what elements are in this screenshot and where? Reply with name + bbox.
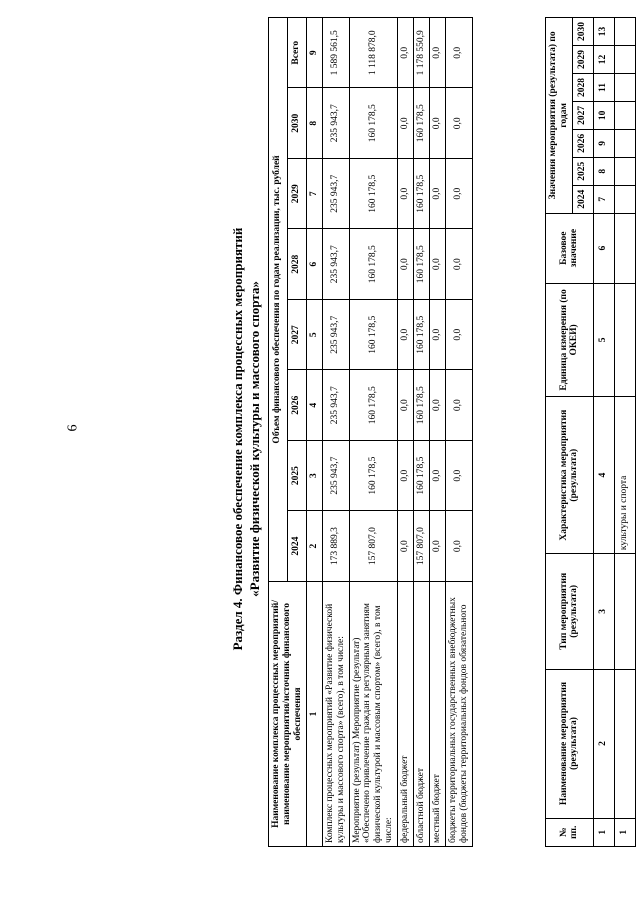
row-value: 235 943,7 xyxy=(322,229,349,299)
row-name: бюджеты территориальных государственных внебюджетных фондов (бюджеты территориальных фондов обязательного xyxy=(445,581,472,846)
idx-cell: 10 xyxy=(593,101,614,129)
row-cell xyxy=(614,157,635,185)
th-finance-year: 2025 xyxy=(287,440,306,510)
th-finance-name: Наименование комплекса процессных мероприятий/наименование мероприятия/источник финансового обеспечения xyxy=(269,581,307,846)
row-value: 0,0 xyxy=(398,229,414,299)
row-value: 0,0 xyxy=(398,88,414,158)
row-value: 160 178,5 xyxy=(414,158,430,228)
th-name: Наименование мероприятия (результата) xyxy=(546,669,594,818)
row-name: областной бюджет xyxy=(414,581,430,846)
th-finance-year: 2026 xyxy=(287,370,306,440)
row-value: 160 178,5 xyxy=(349,299,398,369)
th-year: 2030 xyxy=(572,18,593,46)
row-char: культуры и спорта xyxy=(614,397,635,554)
row-value: 157 807,0 xyxy=(349,511,398,581)
idx-cell: 12 xyxy=(593,46,614,74)
row-cell xyxy=(614,18,635,46)
th-year: 2026 xyxy=(572,129,593,157)
idx-cell: 11 xyxy=(593,74,614,102)
idx-cell: 8 xyxy=(306,88,322,158)
th-finance-year: 2028 xyxy=(287,229,306,299)
row-value: 0,0 xyxy=(430,229,446,299)
row-value: 0,0 xyxy=(398,370,414,440)
row-cell xyxy=(614,185,635,213)
row-value: 157 807,0 xyxy=(414,511,430,581)
row-value: 160 178,5 xyxy=(414,440,430,510)
idx-cell: 3 xyxy=(593,554,614,669)
row-cell xyxy=(614,129,635,157)
idx-cell: 7 xyxy=(593,185,614,213)
th-finance-year: 2024 xyxy=(287,511,306,581)
row-cell xyxy=(614,554,635,669)
idx-cell: 7 xyxy=(306,158,322,228)
th-year: 2027 xyxy=(572,101,593,129)
row-value: 1 178 550,9 xyxy=(414,18,430,89)
row-value: 160 178,5 xyxy=(349,370,398,440)
row-value: 160 178,5 xyxy=(349,229,398,299)
th-num: № пп. xyxy=(546,818,594,846)
idx-cell: 9 xyxy=(593,129,614,157)
row-value: 0,0 xyxy=(430,370,446,440)
idx-cell: 3 xyxy=(306,440,322,510)
page-number: 6 xyxy=(65,424,81,432)
th-year: 2028 xyxy=(572,74,593,102)
row-value: 0,0 xyxy=(398,158,414,228)
idx-cell: 4 xyxy=(593,397,614,554)
idx-cell: 5 xyxy=(593,283,614,397)
row-value: 0,0 xyxy=(445,229,472,299)
row-value: 0,0 xyxy=(430,88,446,158)
idx-cell: 4 xyxy=(306,370,322,440)
table-row xyxy=(430,18,446,847)
idx-cell: 6 xyxy=(593,213,614,283)
idx-cell: 5 xyxy=(306,299,322,369)
th-finance-year: 2030 xyxy=(287,88,306,158)
row-value: 0,0 xyxy=(430,440,446,510)
row-cell xyxy=(614,74,635,102)
th-unit: Единица измерения (по ОКЕИ) xyxy=(546,283,594,397)
row-value: 0,0 xyxy=(445,440,472,510)
row-value: 0,0 xyxy=(445,299,472,369)
row-name: Комплекс процессных мероприятий «Развитие физической культуры и массового спорта» (всего), в том числе: xyxy=(322,581,349,846)
row-value: 235 943,7 xyxy=(322,299,349,369)
row-value: 235 943,7 xyxy=(322,440,349,510)
idx-cell: 1 xyxy=(593,818,614,846)
idx-cell: 1 xyxy=(306,581,322,846)
row-cell xyxy=(614,101,635,129)
table-row xyxy=(349,18,398,847)
row-name: местный бюджет xyxy=(430,581,446,846)
table-row xyxy=(398,18,414,847)
row-value: 160 178,5 xyxy=(414,229,430,299)
row-value: 173 889,3 xyxy=(322,511,349,581)
th-type: Тип мероприятия (результата) xyxy=(546,554,594,669)
row-cell xyxy=(614,213,635,283)
row-value: 160 178,5 xyxy=(414,88,430,158)
th-finance-volume: Объем финансового обеспечения по годам реализации, тыс. рублей xyxy=(269,18,288,582)
th-finance-year: Всего xyxy=(287,18,306,89)
row-value: 0,0 xyxy=(445,511,472,581)
row-value: 160 178,5 xyxy=(349,440,398,510)
idx-cell: 13 xyxy=(593,18,614,46)
idx-cell: 6 xyxy=(306,229,322,299)
row-value: 235 943,7 xyxy=(322,158,349,228)
row-value: 0,0 xyxy=(430,299,446,369)
row-value: 235 943,7 xyxy=(322,370,349,440)
row-value: 0,0 xyxy=(445,158,472,228)
th-year: 2025 xyxy=(572,157,593,185)
th-finance-year: 2027 xyxy=(287,299,306,369)
row-value: 1 118 878,0 xyxy=(349,18,398,89)
row-value: 0,0 xyxy=(445,88,472,158)
row-name: Мероприятие (результат) Мероприятие (результат) «Обеспечено привлечение граждан к регулярным занятиям физической культурой и массовым спортом» (всего), в том числе: xyxy=(349,581,398,846)
th-base: Базовое значение xyxy=(546,213,594,283)
idx-cell: 9 xyxy=(306,18,322,89)
row-value: 0,0 xyxy=(430,511,446,581)
row-value: 0,0 xyxy=(430,158,446,228)
table-row xyxy=(445,18,472,847)
th-values: Значения мероприятия (результата) по годам xyxy=(546,18,573,214)
th-finance-year: 2029 xyxy=(287,158,306,228)
idx-cell: 2 xyxy=(593,669,614,818)
row-value: 235 943,7 xyxy=(322,88,349,158)
row-value: 160 178,5 xyxy=(414,299,430,369)
row-value: 0,0 xyxy=(445,18,472,89)
row-value: 0,0 xyxy=(398,18,414,89)
idx-cell: 8 xyxy=(593,157,614,185)
finance-table xyxy=(268,17,473,847)
row-value: 0,0 xyxy=(430,18,446,89)
row-value: 0,0 xyxy=(398,440,414,510)
table-row xyxy=(414,18,430,847)
results-table xyxy=(545,17,636,847)
row-value: 0,0 xyxy=(398,299,414,369)
table-row xyxy=(322,18,349,847)
row-value: 160 178,5 xyxy=(414,370,430,440)
row-value: 0,0 xyxy=(445,370,472,440)
row-cell xyxy=(614,283,635,397)
row-cell xyxy=(614,669,635,818)
row-value: 0,0 xyxy=(398,511,414,581)
section-subtitle: «Развитие физической культуры и массового спорта» xyxy=(247,281,262,597)
row-name: федеральный бюджет xyxy=(398,581,414,846)
row-value: 1 589 561,5 xyxy=(322,18,349,89)
th-char: Характеристика мероприятия (результата) xyxy=(546,397,594,554)
th-year: 2029 xyxy=(572,46,593,74)
idx-cell: 2 xyxy=(306,511,322,581)
section-title: Раздел 4. Финансовое обеспечение комплекса процессных мероприятий xyxy=(230,227,245,651)
row-num: 1 xyxy=(614,818,635,846)
th-year: 2024 xyxy=(572,185,593,213)
row-cell xyxy=(614,46,635,74)
row-value: 160 178,5 xyxy=(349,88,398,158)
row-value: 160 178,5 xyxy=(349,158,398,228)
